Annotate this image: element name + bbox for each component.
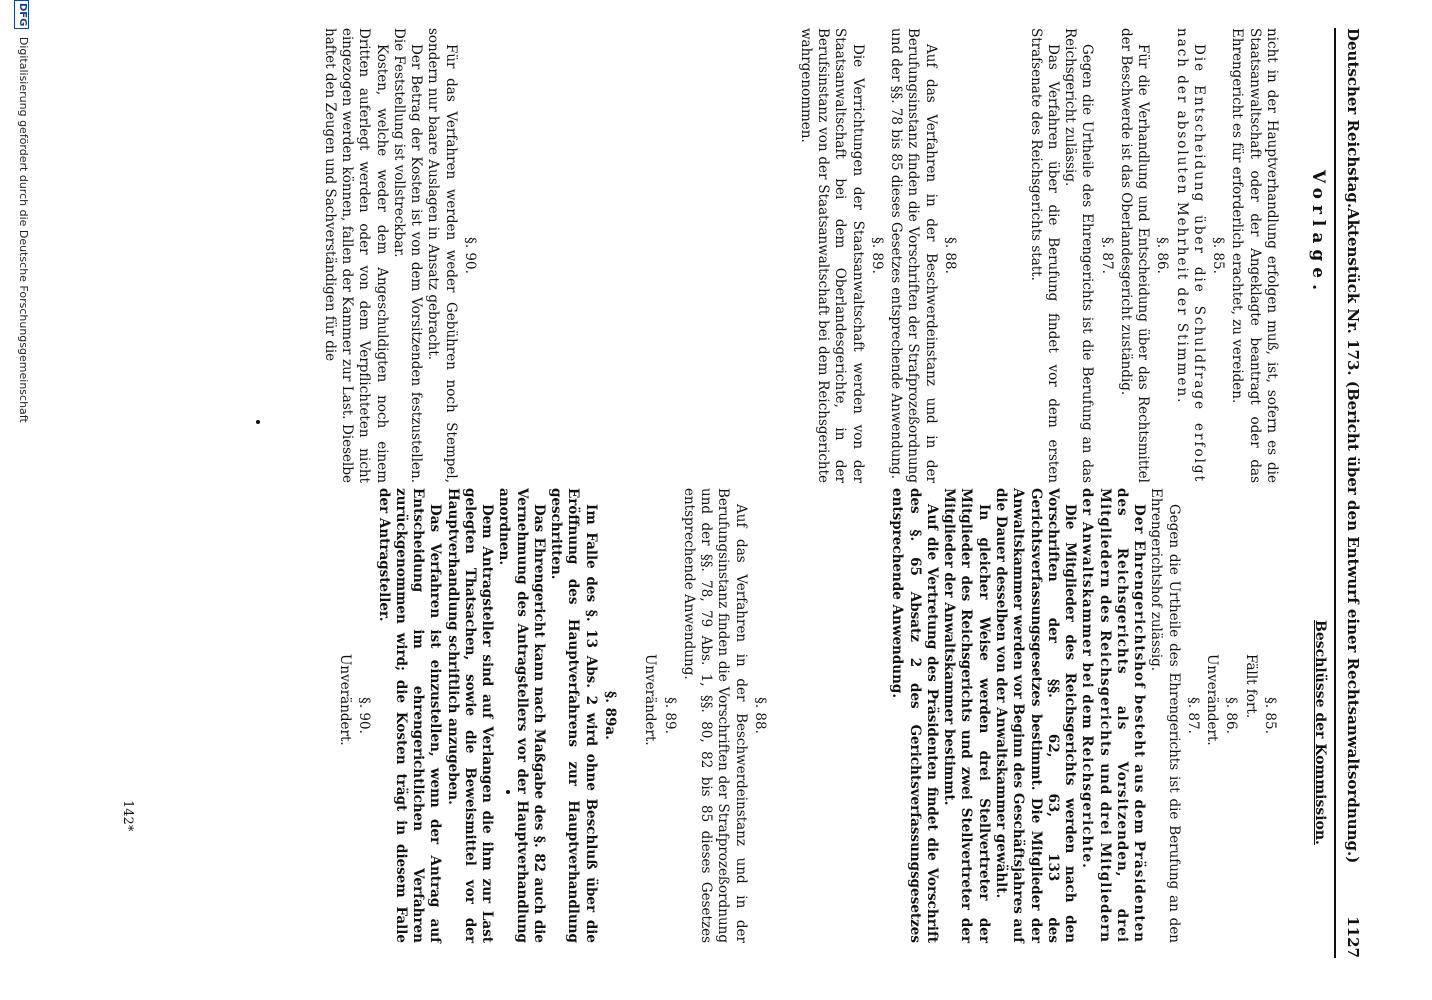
ink-speck: [256, 420, 260, 424]
right-middle: [641, 488, 770, 943]
right-s87-head: §. 87.: [1184, 697, 1201, 734]
right-s86-text: Unverändert.: [1204, 654, 1221, 746]
page-number: 1127: [1344, 916, 1362, 958]
page-header: [1334, 28, 1362, 958]
left-s89-head: §. 89.: [868, 237, 885, 274]
right-s88-head: §. 88.: [752, 697, 768, 734]
right-s88-text: Auf das Verfahren in der Beschwerdeinstanz und in der Berufungsinstanz finden die Vorschriften der Strafprozeßordnung und der §§. 78, 79 Abs. 1, §§. 80, 82 bis 85 dieses Gesetzes entsprechende Anwendung.: [680, 488, 749, 943]
right-column-title: Beschlüsse der Kommission.: [1312, 620, 1328, 845]
left-column-title: Vorlage.: [1308, 170, 1328, 297]
right-bottom: [336, 488, 620, 943]
left-s89-text: Die Verrichtungen der Staatsanwaltschaft werden von der Staatsanwaltschaft bei dem Oberlandesgerichte, in der Berufsinstanz von der Staatsanwaltschaft bei dem Reichsgerichte wahrgenommen.: [797, 28, 866, 483]
right-s87-text5: Auf die Vertretung des Präsidenten findet die Vorschrift des §. 65 Absatz 2 des Gerichtsverfassungsgesetzes entsprechende Anwendung.: [889, 488, 940, 943]
header-left: Deutscher Reichstag.: [1344, 28, 1362, 209]
left-s90-head: §. 90.: [462, 237, 478, 274]
right-top: [888, 488, 1280, 943]
page-mark: 142*: [120, 800, 135, 832]
left-s85-text: Die Entscheidung über die Schuldfrage erfolgt nach der absoluten Mehrheit der Stimmen.: [1173, 28, 1207, 483]
left-s88-head: §. 88.: [942, 237, 958, 274]
right-s85-head: §. 85.: [1262, 697, 1278, 734]
left-middle: [797, 28, 960, 483]
left-s86-head: §. 86.: [1154, 237, 1171, 274]
ink-speck: [506, 790, 510, 794]
left-opening-text: nicht in der Hauptverhandlung erfolgen muß, ist, sofern es die Staatsanwaltschaft oder der Angeklagte beantragt oder das Ehrengericht es für erforderlich erachtet, zu vereiden.: [1229, 28, 1280, 483]
right-s85-text: Fällt fort.: [1242, 654, 1259, 719]
right-s87-text2: Der Ehrengerichtshof besteht aus dem Präsidenten des Reichsgerichts als Vorsitzenden, drei Mitgliedern des Reichsgerichts und drei Mitgliedern der Anwaltskammer bei dem Reichsgerichte.: [1079, 488, 1148, 943]
dfg-logo-icon: DFG: [14, 0, 29, 29]
right-s87-text1: Gegen die Urtheile des Ehrengerichts ist die Berufung an den Ehrengerichtshof zulässig.: [1148, 488, 1182, 943]
right-s89a-text1: Im Falle des §. 13 Abs. 2 wird ohne Beschluß über die Eröffnung des Hauptverfahrens zur Hauptverhandlung geschritten.: [548, 488, 599, 943]
right-s87-text4: In gleicher Weise werden drei Stellvertreter der Mitglieder des Reichsgerichts und zwei Stellvertreter der Mitglieder der Anwaltskammer bestimmt.: [941, 488, 992, 943]
left-s87-head: §. 87.: [1098, 237, 1115, 274]
right-s87-text3: Die Mitglieder des Reichsgerichts werden nach den Vorschriften der §§. 62, 63, 133 des Gerichtsverfassungsgesetzes bestimmt. Die Mitglieder der Anwaltskammer werden vor Beginn des Geschäftsjahres auf die Dauer desselben von der Anwaltskammer gewählt.: [993, 488, 1079, 943]
left-s90-text2: Der Betrag der Kosten ist von dem Vorsitzenden festzustellen. Die Feststellung ist vollstreckbar.: [390, 28, 425, 483]
right-s89-head: §. 89.: [661, 697, 678, 734]
right-s89-text: Unverändert.: [642, 654, 659, 746]
right-s89a-text4: Das Verfahren ist einzustellen, wenn der Antrag auf Entscheidung im ehrengerichtlichen Verfahren zurückgenommen wird; die Kosten trägt in diesem Falle der Antragsteller.: [375, 488, 444, 943]
right-s89a-head: §. 89a.: [602, 691, 618, 740]
right-s90-head: §. 90.: [356, 697, 373, 734]
left-s90-text3: Kosten, welche weder dem Angeschuldigten noch einem Dritten auferlegt werden oder von dem Verpflichteten nicht eingezogen werden können, fallen der Kammer zur Last. Dieselbe haftet den Zeugen und Sachverständigen für die: [321, 28, 390, 483]
right-s89a-text3: Dem Antragsteller sind auf Verlangen die ihm zur Last gelegten Thatsachen, sowie die Beweismittel vor der Hauptverhandlung schriftlich anzugeben.: [444, 488, 496, 943]
left-s87-text2: Das Verfahren über die Berufung findet vor dem ersten Strafsenate des Reichsgerichts statt.: [1027, 28, 1061, 483]
right-s90-text: Unverändert.: [337, 654, 354, 746]
right-s86-head: §. 86.: [1223, 697, 1240, 734]
digitization-note-text: Digitalisierung gefördert durch die Deutsche Forschungsgemeinschaft: [17, 36, 30, 423]
left-s88-text: Auf das Verfahren in der Beschwerdeinstanz und in der Berufungsinstanz finden die Vorschriften der Strafprozeßordnung und der §§. 78 bis 85 dieses Gesetzes entsprechende Anwendung.: [888, 28, 939, 483]
digitization-note: [14, 0, 30, 1000]
left-s85-head: §. 85.: [1210, 237, 1227, 274]
left-s90-text1: Für das Verfahren werden weder Gebühren noch Stempel, sondern nur baare Auslagen in Ansatz gebracht.: [425, 28, 459, 483]
left-opening: [1026, 28, 1280, 483]
left-bottom: [321, 28, 480, 483]
left-s87-text1: Gegen die Urtheile des Ehrengerichts ist die Berufung an das Reichsgericht zulässig.: [1062, 28, 1096, 483]
left-s86-text: Für die Verhandlung und Entscheidung über das Rechtsmittel der Beschwerde ist das Oberlandesgericht zuständig.: [1117, 28, 1152, 483]
header-middle: Aktenstück Nr. 173. (Bericht über den Entwurf einer Rechtsanwaltsordnung.): [1344, 208, 1362, 864]
right-s89a-text2: Das Ehrengericht kann nach Maßgabe des §. 82 auch die Vernehmung des Antragstellers vor der Hauptverhandlung anordnen.: [496, 488, 547, 943]
